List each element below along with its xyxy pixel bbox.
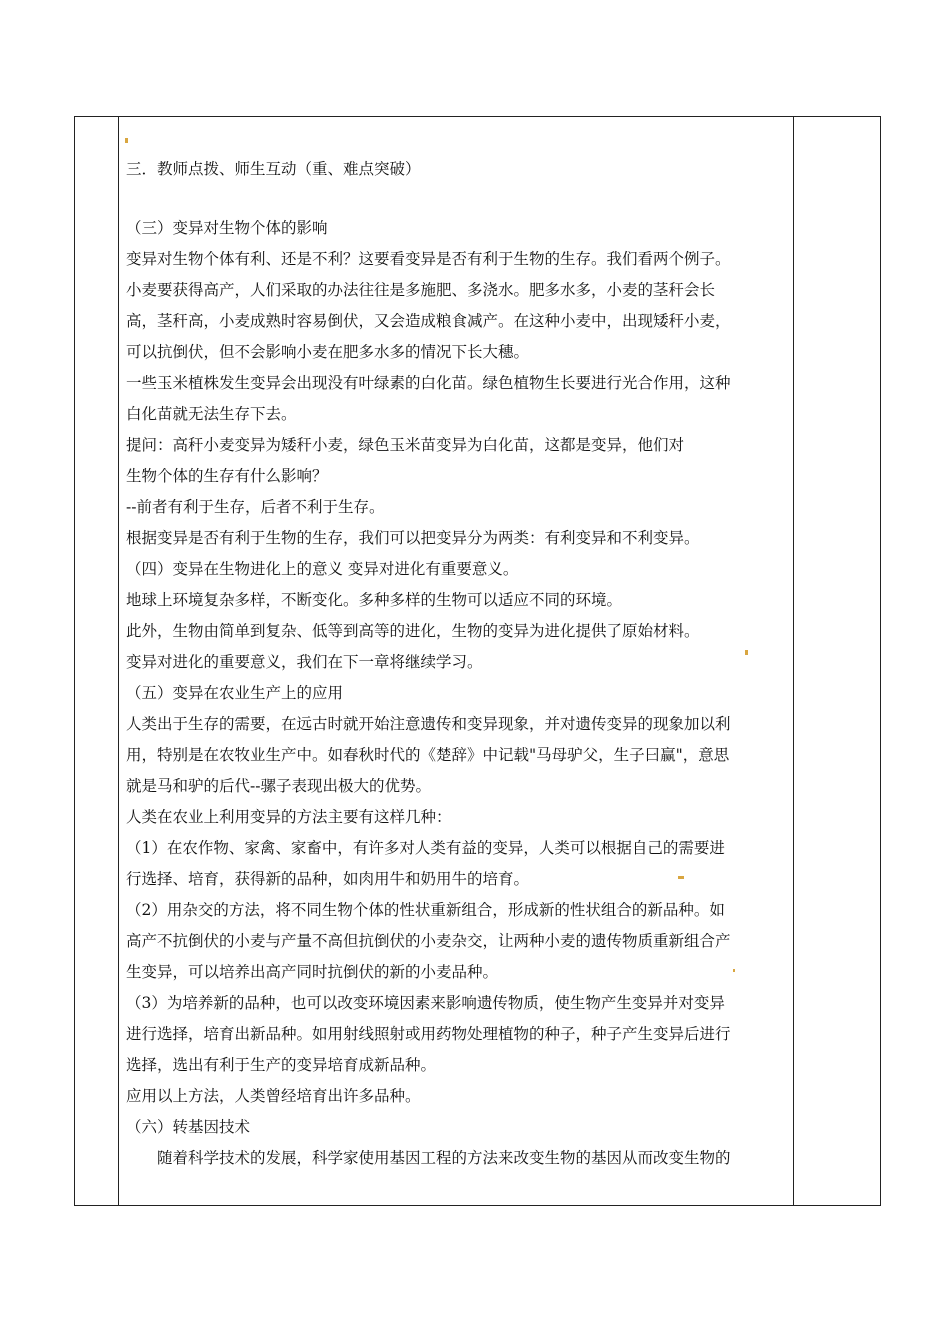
text-line: 提问：高秆小麦变异为矮秆小麦，绿色玉米苗变异为白化苗，这都是变异，他们对 xyxy=(126,436,685,454)
text-line: （3）为培养新的品种，也可以改变环境因素来影响遗传物质，使生物产生变异并对变异 xyxy=(126,994,725,1012)
text-line: 根据变异是否有利于生物的生存，我们可以把变异分为两类：有利变异和不利变异。 xyxy=(126,529,700,547)
text-line: （三）变异对生物个体的影响 xyxy=(126,219,328,237)
text-line: 生物个体的生存有什么影响？ xyxy=(126,467,328,485)
text-line: 地球上环境复杂多样，不断变化。多种多样的生物可以适应不同的环境。 xyxy=(126,591,623,609)
text-line: （六）转基因技术 xyxy=(126,1118,251,1136)
text-line: --前者有利于生存，后者不利于生存。 xyxy=(126,498,385,516)
text-line: 选择，选出有利于生产的变异培育成新品种。 xyxy=(126,1056,437,1074)
text-line: 高，茎秆高，小麦成熟时容易倒伏，又会造成粮食减产。在这种小麦中，出现矮秆小麦， xyxy=(126,312,731,330)
text-line: （1）在农作物、家禽、家畜中，有许多对人类有益的变异，人类可以根据自己的需要进 xyxy=(126,839,725,857)
text-line: 高产不抗倒伏的小麦与产量不高但抗倒伏的小麦杂交，让两种小麦的遗传物质重新组合产 xyxy=(126,932,731,950)
text-line: 用，特别是在农牧业生产中。如春秋时代的《楚辞》中记载"马母驴父，生子曰赢"，意思 xyxy=(126,746,730,764)
text-line: （四）变异在生物进化上的意义 变异对进化有重要意义。 xyxy=(126,560,519,578)
text-line: 变异对生物个体有利、还是不利？这要看变异是否有利于生物的生存。我们看两个例子。 xyxy=(126,250,731,268)
left-column-divider xyxy=(118,117,119,1205)
text-line: 应用以上方法，人类曾经培育出许多品种。 xyxy=(126,1087,421,1105)
text-line: 小麦要获得高产，人们采取的办法往往是多施肥、多浇水。肥多水多，小麦的茎秆会长 xyxy=(126,281,716,299)
text-line: 进行选择，培育出新品种。如用射线照射或用药物处理植物的种子，种子产生变异后进行 xyxy=(126,1025,731,1043)
text-line: （2）用杂交的方法，将不同生物个体的性状重新组合，形成新的性状组合的新品种。如 xyxy=(126,901,725,919)
text-line: 变异对进化的重要意义，我们在下一章将继续学习。 xyxy=(126,653,483,671)
text-line: 行选择、培育，获得新的品种，如肉用牛和奶用牛的培育。 xyxy=(126,870,530,888)
text-line: 一些玉米植株发生变异会出现没有叶绿素的白化苗。绿色植物生长要进行光合作用，这种 xyxy=(126,374,731,392)
text-line: 随着科学技术的发展，科学家使用基因工程的方法来改变生物的基因从而改变生物的 xyxy=(126,1149,731,1167)
text-line: 人类在农业上利用变异的方法主要有这样几种： xyxy=(126,808,452,826)
text-line: （五）变异在农业生产上的应用 xyxy=(126,684,344,702)
text-line: 生变异，可以培养出高产同时抗倒伏的新的小麦品种。 xyxy=(126,963,499,981)
text-line: 白化苗就无法生存下去。 xyxy=(126,405,297,423)
lesson-content xyxy=(126,132,786,1174)
right-column-divider xyxy=(793,117,794,1205)
text-line: 就是马和驴的后代--骡子表现出极大的优势。 xyxy=(126,777,431,795)
text-line: 可以抗倒伏，但不会影响小麦在肥多水多的情况下长大穗。 xyxy=(126,343,530,361)
section-heading: 三．教师点拨、师生互动（重、难点突破） xyxy=(126,160,421,178)
text-line: 人类出于生存的需要，在远古时就开始注意遗传和变异现象，并对遗传变异的现象加以利 xyxy=(126,715,731,733)
text-line: 此外，生物由简单到复杂、低等到高等的进化，生物的变异为进化提供了原始材料。 xyxy=(126,622,700,640)
